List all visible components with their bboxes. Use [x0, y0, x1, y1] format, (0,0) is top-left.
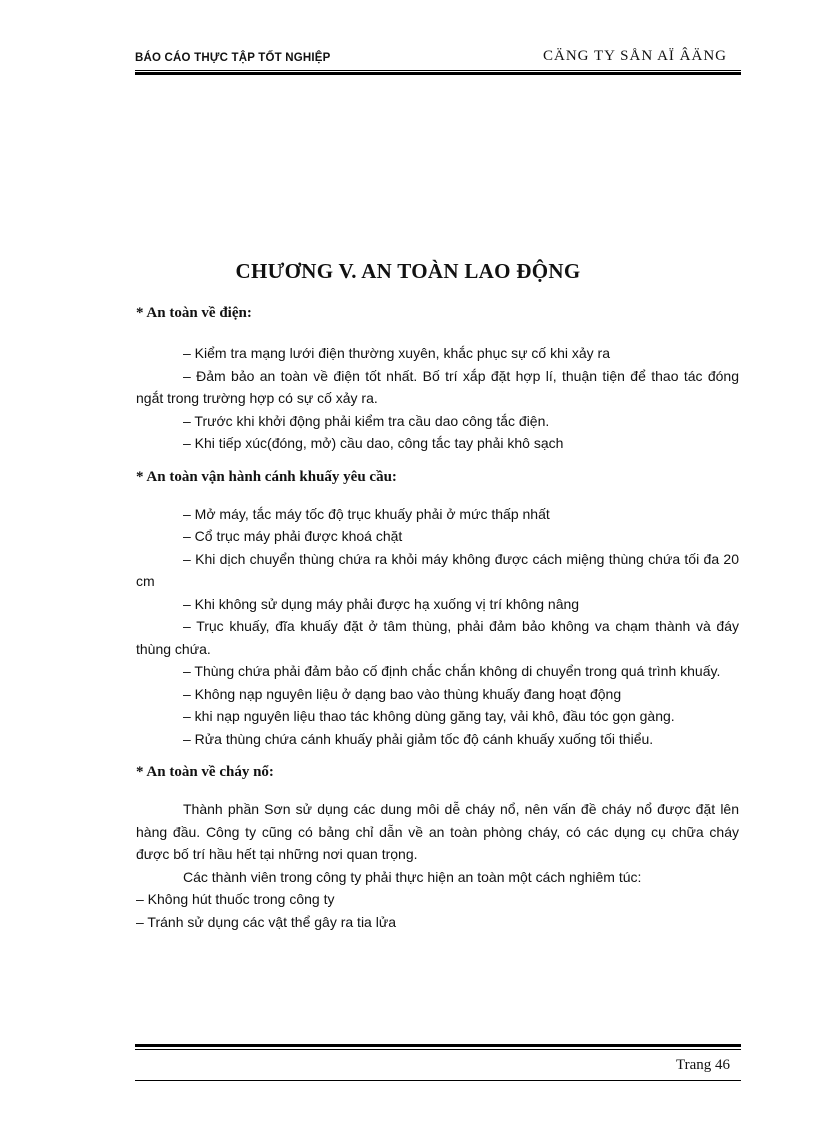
list-item: – Trước khi khởi động phải kiểm tra cầu dao công tắc điện. [183, 412, 550, 429]
list-item: – Mở máy, tắc máy tốc độ trục khuấy phải ở mức thấp nhất [183, 505, 550, 522]
footer-divider-bottom [135, 1080, 741, 1081]
page-body [136, 300, 739, 933]
list-item: – Khi dịch chuyển thùng chứa ra khỏi máy không được cách miệng thùng chứa tối đa 20 cm [136, 550, 739, 589]
header-report-title: BÁO CÁO THỰC TẬP TỐT NGHIỆP [135, 52, 331, 64]
list-item: – Cổ trục máy phải được khoá chặt [183, 528, 403, 544]
list-item: – Trục khuấy, đĩa khuấy đặt ở tâm thùng, phải đảm bảo không va chạm thành và đáy thùng chứa. [136, 618, 739, 657]
header-company-name: CÄNG TY SÅN AÏ ÂÄNG [542, 48, 727, 64]
page-header [135, 46, 741, 72]
list-item: – Rửa thùng chứa cánh khuấy phải giảm tốc độ cánh khuấy xuống tối thiểu. [183, 730, 654, 747]
list-item: – Không hút thuốc trong công ty [136, 891, 335, 907]
list-item: – Đảm bảo an toàn về điện tốt nhất. Bố trí xắp đặt hợp lí, thuận tiện để thao tác đóng ngắt trong trường hợp có sự cố xảy ra. [136, 367, 739, 406]
list-item: – Kiểm tra mạng lưới điện thường xuyên, khắc phục sự cố khi xảy ra [183, 345, 611, 361]
chapter-title: CHƯƠNG V. AN TOÀN LAO ĐỘNG [235, 259, 581, 283]
section-heading-mixer: * An toàn vận hành cánh khuấy yêu cầu: [136, 468, 397, 485]
section-heading-electric: * An toàn về điện: [136, 305, 252, 321]
list-item: – khi nạp nguyên liệu thao tác không dùng găng tay, vải khô, đầu tóc gọn gàng. [183, 708, 675, 724]
list-item: – Khi không sử dụng máy phải được hạ xuống vị trí không nâng [183, 595, 580, 612]
list-item: – Tránh sử dụng các vật thể gây ra tia lửa [136, 913, 396, 930]
list-item: – Khi tiếp xúc(đóng, mở) cầu dao, công tắc tay phải khô sạch [183, 435, 564, 451]
page-number: Trang 46 [675, 1057, 730, 1073]
footer-divider-thin [135, 1049, 741, 1050]
list-item: – Thùng chứa phải đảm bảo cố định chắc chắn không di chuyển trong quá trình khuấy. [183, 663, 721, 679]
header-divider-thick [135, 72, 741, 75]
paragraph: Thành phần Sơn sử dụng các dung môi dễ cháy nổ, nên vấn đề cháy nổ được đặt lên hàng đầu. Công ty cũng có bảng chỉ dẫn về an toàn phòng cháy, có các dụng cụ chữa cháy được bố trí hầu hết tại những nơi quan trọng. [136, 801, 739, 862]
list-item: – Không nạp nguyên liệu ở dạng bao vào thùng khuấy đang hoạt động [183, 685, 622, 702]
footer-divider-thick [135, 1044, 741, 1047]
header-divider-thin [135, 70, 741, 71]
section-heading-fire: * An toàn về cháy nổ: [136, 764, 274, 780]
paragraph: Các thành viên trong công ty phải thực hiện an toàn một cách nghiêm túc: [183, 868, 642, 885]
